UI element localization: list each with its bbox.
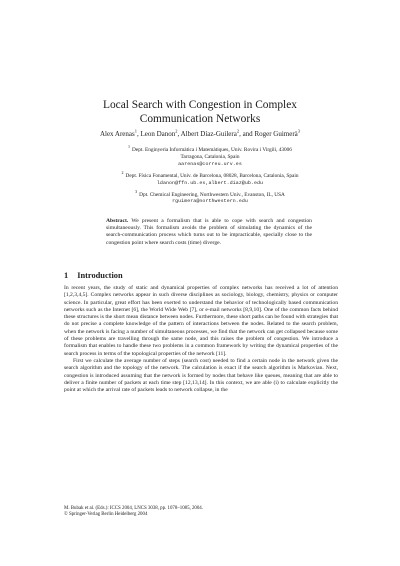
email-link[interactable]: rguimera@northwestern.edu (172, 199, 248, 205)
section-heading (64, 270, 123, 281)
title-line-1: Local Search with Congestion in Complex (103, 99, 297, 111)
affiliation: $^2$Dept. Física Fonamental, Univ. de Barcelona, 08028, Barcelona, Catalonia, Spain ldanon@ffn.ub.es,albert.diaz@ub.edu (90, 169, 330, 187)
paragraph: First we calculate the average number of steps (search cost) needed to find a certain node in the network given the search algorithm and the topology of the network. The calculation is exact if the search algorithm is Markovian. Next, congestion is introduced assuming that the network is formed by nodes that behave like queues, meaning that are able to deliver a finite number of packets at each time step [12,13,14]. In this context, we are able (i) to calculate explicitly the point at which the arrival rate of packets leads to network collapse, in the (64, 357, 338, 394)
paragraph: In recent years, the study of static and dynamical properties of complex networks has received a lot of attention [1,2,3,4,5]. Complex networks appear in such diverse disciplines as sociology, biology, chemistry, physics or computer science. In particular, great effort has been exerted to understand the behavior of technologically based communication networks such as the Internet [6], the World Wide Web [7], or e-mail networks [8,9,10]. One of the common facts behind these structures is the short mean distance between nodes. Furthermore, these short paths can be found with strategies that do not precise a complete knowledge of the pattern of interactions between the nodes. Related to the search problem, when the network is facing a number of simultaneous processes, we find that the network can get collapsed because some of these problems are travelling through the same node, and this raises the problem of congestion. We introduce a formalism that enables to handle these two problems in a common framework by writing the dynamical properties of the search process in terms of the topological properties of the network [11]. (64, 285, 338, 357)
abstract (106, 218, 312, 247)
section-number: 1 (64, 271, 69, 280)
abstract-label: Abstract. (106, 218, 129, 224)
author: Roger Guimerà$^3$ (254, 128, 301, 138)
author: Leon Danon$^2$, (140, 128, 181, 138)
author: Alex Arenas$^1$, (99, 128, 141, 138)
email-link[interactable]: aarenas@correu.urv.es (178, 161, 242, 167)
title-line-2: Communication Networks (139, 113, 261, 125)
affiliation-list (90, 143, 330, 206)
footer-copyright: © Springer-Verlag Berlin Heidelberg 2004 (64, 512, 148, 518)
email-link[interactable]: ldanon@ffn.ub.es,albert.diaz@ub.edu (156, 180, 264, 186)
author: Albert Díaz-Guilera$^2$, and (180, 128, 255, 138)
section-title: Introduction (77, 271, 123, 280)
footer-citation: M. Bubak et al. (Eds.): ICCS 2004, LNCS 3038, pp. 1078–1085, 2004. (64, 506, 203, 511)
author-list (40, 130, 360, 139)
affiliation: $^1$Dept. Enginyeria Informàtica i Matemàtiques, Univ. Rovira i Virgili, 43006 Tarragona, Catalonia, Spain aarenas@correu.urv.es (90, 143, 330, 168)
abstract-text: We present a formalism that is able to cope with search and congestion simultaneously. This formalism avoids the problem of simulating the dynamics of the search-communication process which turns out to be impracticable, specially close to the congestion point where search costs (time) diverge. (106, 218, 312, 246)
paper-title (40, 98, 360, 126)
affiliation: $^3$Dpt. Chemical Engineering, Northwestern Univ., Evanston, IL, USA rguimera@northwestern.edu (90, 188, 330, 206)
body-text (64, 285, 338, 394)
footer (64, 506, 344, 519)
